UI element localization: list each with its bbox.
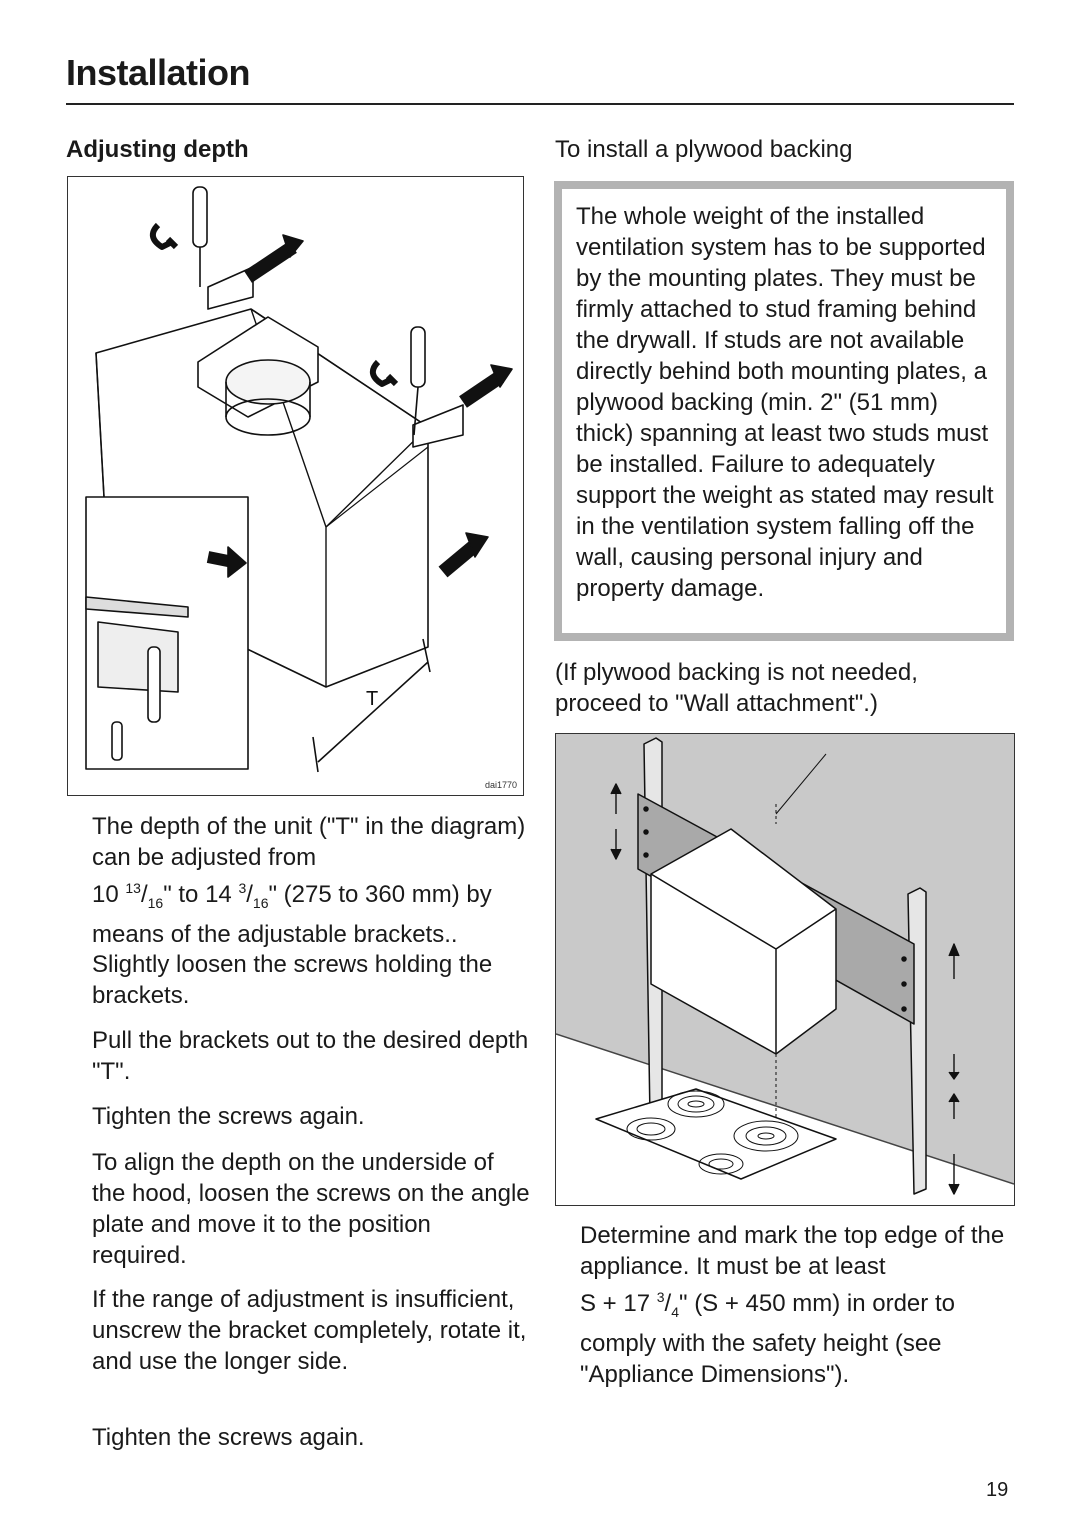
depth-range-paragraph: The depth of the unit ("T" in the diagram) can be adjusted from 10 $^{13}/_{16}$" to 14 $^3/_{16}$" (275 to 360 mm) by means of the adjustable brackets.. [92, 813, 526, 948]
fraction-num: 3 [656, 1289, 665, 1305]
fraction-num: 13 [125, 880, 141, 896]
push-arrow-2 [463, 377, 500, 402]
bracket-right [413, 405, 463, 447]
page-title: Installation [66, 52, 251, 93]
fraction-den: 16 [147, 894, 164, 911]
instruction-2: Pull the brackets out to the desired depth "T". [92, 1027, 529, 1085]
plywood-note: (If plywood backing is not needed, proceed to "Wall attachment".) [555, 659, 918, 717]
dimension-T-label: T [366, 688, 379, 710]
height-text-part1: Determine and mark the top edge of the appliance. It must be at least [580, 1222, 1005, 1280]
instruction-1: Slightly loosen the screws holding the brackets. [92, 951, 493, 1009]
warning-box [554, 181, 1014, 641]
depth-text-end: " (275 to 360 mm) by means of the adjustable brackets.. [92, 881, 492, 948]
instruction-3: Tighten the screws again. [92, 1103, 365, 1130]
height-text-part2: S + 17 [580, 1290, 657, 1317]
depth-adjustment-figure [67, 176, 524, 796]
plywood-backing-figure [555, 733, 1015, 1206]
depth-text-part1: The depth of the unit ("T" in the diagram) can be adjusted from [92, 813, 526, 871]
rotate-arrow-right [373, 362, 396, 384]
page-number: 19 [986, 1479, 1009, 1501]
warning-text: The whole weight of the installed ventilation system has to be supported by the mounting plates. They must be firmly attached to stud framing behind the drywall. If studs are not available directly behind both mounting plates, a plywood backing (min. 2" (51 mm) thick) spanning at least two studs must be installed. Failure to adequately support the weight as stated may result in the ventilation system falling off the wall, causing personal injury and property damage. [576, 203, 994, 602]
height-text-part3: " (S + 450 mm) in order to comply with the safety height (see "Appliance Dimensions"). [580, 1290, 955, 1388]
title-rule [66, 103, 1014, 105]
push-arrow-3 [443, 547, 473, 572]
section-heading-plywood-backing: To install a plywood backing [555, 136, 853, 163]
depth-text-mid: " to 14 [163, 881, 239, 908]
instruction-4: To align the depth on the underside of the hood, loosen the screws on the angle plate and move it to the position required. [92, 1149, 530, 1269]
duct-collar [226, 360, 310, 404]
fraction-den: 4 [671, 1303, 679, 1320]
fraction-den: 16 [252, 894, 269, 911]
section-heading-adjusting-depth: Adjusting depth [66, 136, 249, 163]
instruction-6: Tighten the screws again. [92, 1424, 365, 1451]
fraction-num: 3 [238, 880, 247, 896]
push-arrow-1 [248, 247, 293, 277]
screwdriver-top [193, 187, 207, 287]
depth-text-n1: 10 [92, 881, 126, 908]
instruction-5: If the range of adjustment is insufficient, unscrew the bracket completely, rotate it, and use the longer side. [92, 1286, 527, 1375]
rotate-arrow-top [153, 225, 176, 247]
height-paragraph: Determine and mark the top edge of the appliance. It must be at least S + 17 $^3/_4$" (S + 450 mm) in order to comply with the safety height (see "Appliance Dimensions"). [580, 1222, 1005, 1388]
figure-code: dai1770 [484, 780, 517, 790]
